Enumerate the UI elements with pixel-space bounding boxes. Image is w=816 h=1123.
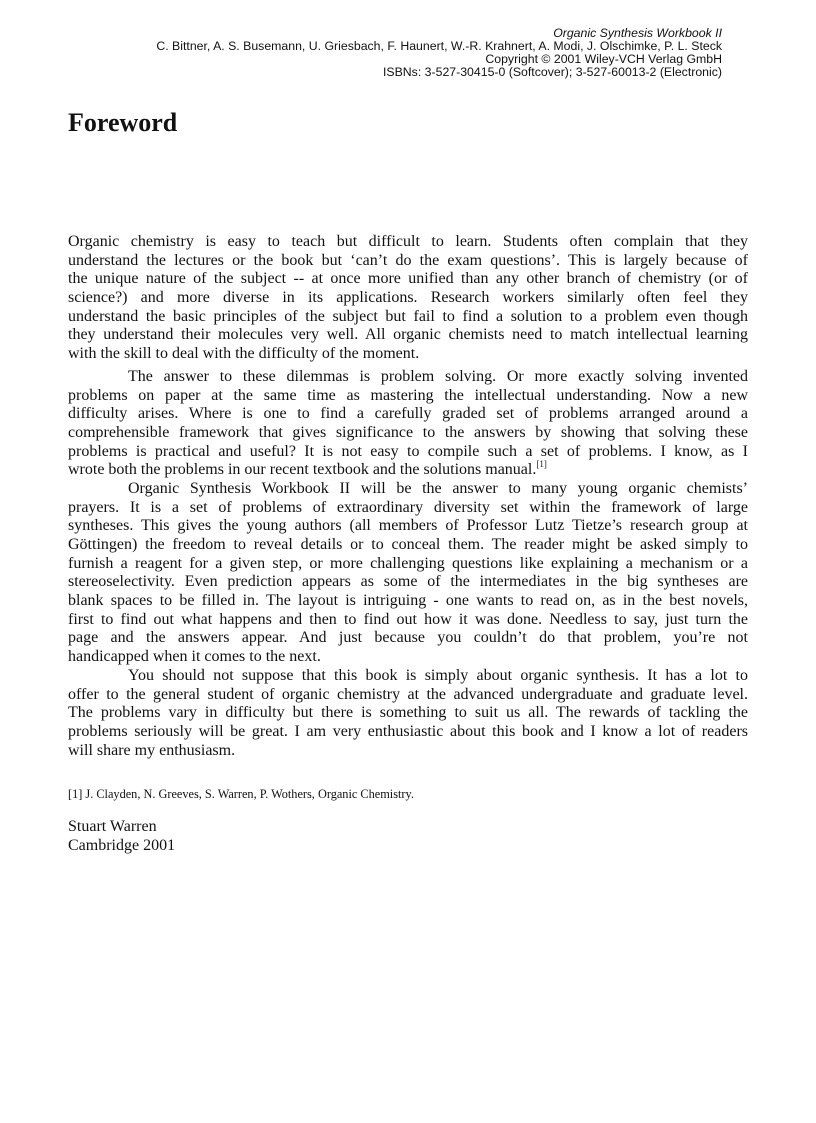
line-text: The problems vary in difficulty but there is something to suit us all. The rewards of tackling the xyxy=(68,704,748,722)
text-line xyxy=(68,536,748,555)
line-text: blank spaces to be filled in. The layout is intriguing - one wants to read on, as in the best novels, xyxy=(68,591,748,609)
text-line xyxy=(68,289,748,308)
text-line xyxy=(68,480,748,499)
text-line xyxy=(68,270,748,289)
copyright: Copyright © 2001 Wiley-VCH Verlag GmbH xyxy=(485,52,722,66)
paragraph-4 xyxy=(68,667,748,760)
footnote: [1] J. Clayden, N. Greeves, S. Warren, P. Wothers, Organic Chemistry. xyxy=(68,787,414,801)
text-line xyxy=(68,686,748,705)
line-text: offer to the general student of organic chemistry at the advanced undergraduate and graduate level. xyxy=(68,685,748,703)
signature-place-date: Cambridge 2001 xyxy=(68,837,176,854)
text-line xyxy=(68,611,748,630)
text-line xyxy=(68,629,748,648)
line-text: with the skill to deal with the difficulty of the moment. xyxy=(68,344,420,362)
text-line xyxy=(68,667,748,686)
line-text: handicapped when it comes to the next. xyxy=(68,647,321,665)
line-text: first to find out what happens and then to find out how it was done. Needless to say, just turn the xyxy=(68,610,748,628)
line-text: problems on paper at the same time as mastering the intellectual understanding. Now a new xyxy=(68,386,748,404)
line-text: difficulty arises. Where is one to find a carefully graded set of problems arranged around a xyxy=(68,405,748,423)
text-line xyxy=(68,499,748,518)
text-line xyxy=(68,555,748,574)
line-text: prayers. It is a set of problems of extraordinary diversity set within the framework of large xyxy=(68,498,748,516)
text-line xyxy=(68,723,748,742)
line-text: wrote both the problems in our recent textbook and the solutions manual. xyxy=(68,461,537,479)
book-title: Organic Synthesis Workbook II xyxy=(553,26,722,40)
line-text: will share my enthusiasm. xyxy=(68,741,236,759)
text-line xyxy=(68,326,748,345)
text-line xyxy=(68,648,748,667)
text-line xyxy=(68,424,748,443)
line-text: they understand their molecules very well. All organic chemists need to match intellectual learning xyxy=(68,326,748,344)
text-line xyxy=(68,742,748,761)
line-text: the unique nature of the subject -- at once more unified than any other branch of chemistry (or of xyxy=(68,270,748,288)
line-text: problems is practical and useful? It is not easy to compile such a set of problems. I know, as I xyxy=(68,442,748,460)
text-line xyxy=(68,443,748,462)
page-header xyxy=(156,27,722,79)
line-text: comprehensible framework that gives significance to the answers by showing that solving these xyxy=(68,423,748,441)
line-text: stereoselectivity. Even prediction appears as some of the intermediates in the big syntheses are xyxy=(68,573,748,591)
text-line xyxy=(68,233,748,252)
authors: C. Bittner, A. S. Busemann, U. Griesbach, F. Haunert, W.-R. Krahnert, A. Modi, J. Olschimke, P. L. Steck xyxy=(156,39,722,53)
text-line xyxy=(68,308,748,327)
text-line xyxy=(68,704,748,723)
footnote-marker: [1] xyxy=(536,459,547,470)
signature-name: Stuart Warren xyxy=(68,818,157,835)
line-text: furnish a reagent for a given step, or more challenging questions like explaining a mechanism or a xyxy=(68,554,748,572)
text-line xyxy=(68,405,748,424)
text-line xyxy=(68,461,748,480)
text-line xyxy=(68,517,748,536)
line-text: understand the lectures or the book but ‘can’t do the exam questions’. This is largely because of xyxy=(68,251,748,269)
line-text: You should not suppose that this book is simply about organic synthesis. It has a lot to xyxy=(128,667,748,684)
line-text: syntheses. This gives the young authors (all members of Professor Lutz Tietze’s research group at xyxy=(68,517,748,535)
text-line xyxy=(68,368,748,387)
text-line xyxy=(68,592,748,611)
text-line xyxy=(68,573,748,592)
signature xyxy=(68,817,175,855)
line-text: The answer to these dilemmas is problem solving. Or more exactly solving invented xyxy=(128,368,748,385)
text-line xyxy=(68,252,748,271)
line-text: understand the basic principles of the subject but fail to find a solution to a problem even though xyxy=(68,307,748,325)
line-text: Göttingen) the freedom to reveal details or to conceal them. The reader might be asked simply to xyxy=(68,535,748,553)
line-text: science?) and more diverse in its applications. Research workers similarly often feel they xyxy=(68,288,748,306)
line-text: Organic Synthesis Workbook II will be the answer to many young organic chemists’ xyxy=(128,480,748,497)
text-line xyxy=(68,345,748,364)
isbns: ISBNs: 3-527-30415-0 (Softcover); 3-527-60013-2 (Electronic) xyxy=(382,65,722,79)
line-text: page and the answers appear. And just because you couldn’t do that problem, you’re not xyxy=(68,629,748,647)
line-text: problems seriously will be great. I am very enthusiastic about this book and I know a lot of readers xyxy=(68,722,748,740)
page-title: Foreword xyxy=(68,108,178,137)
paragraph-3 xyxy=(68,480,748,667)
line-text: Organic chemistry is easy to teach but difficult to learn. Students often complain that they xyxy=(68,233,748,250)
text-line xyxy=(68,387,748,406)
paragraph-1 xyxy=(68,233,748,364)
paragraph-2 xyxy=(68,368,748,480)
